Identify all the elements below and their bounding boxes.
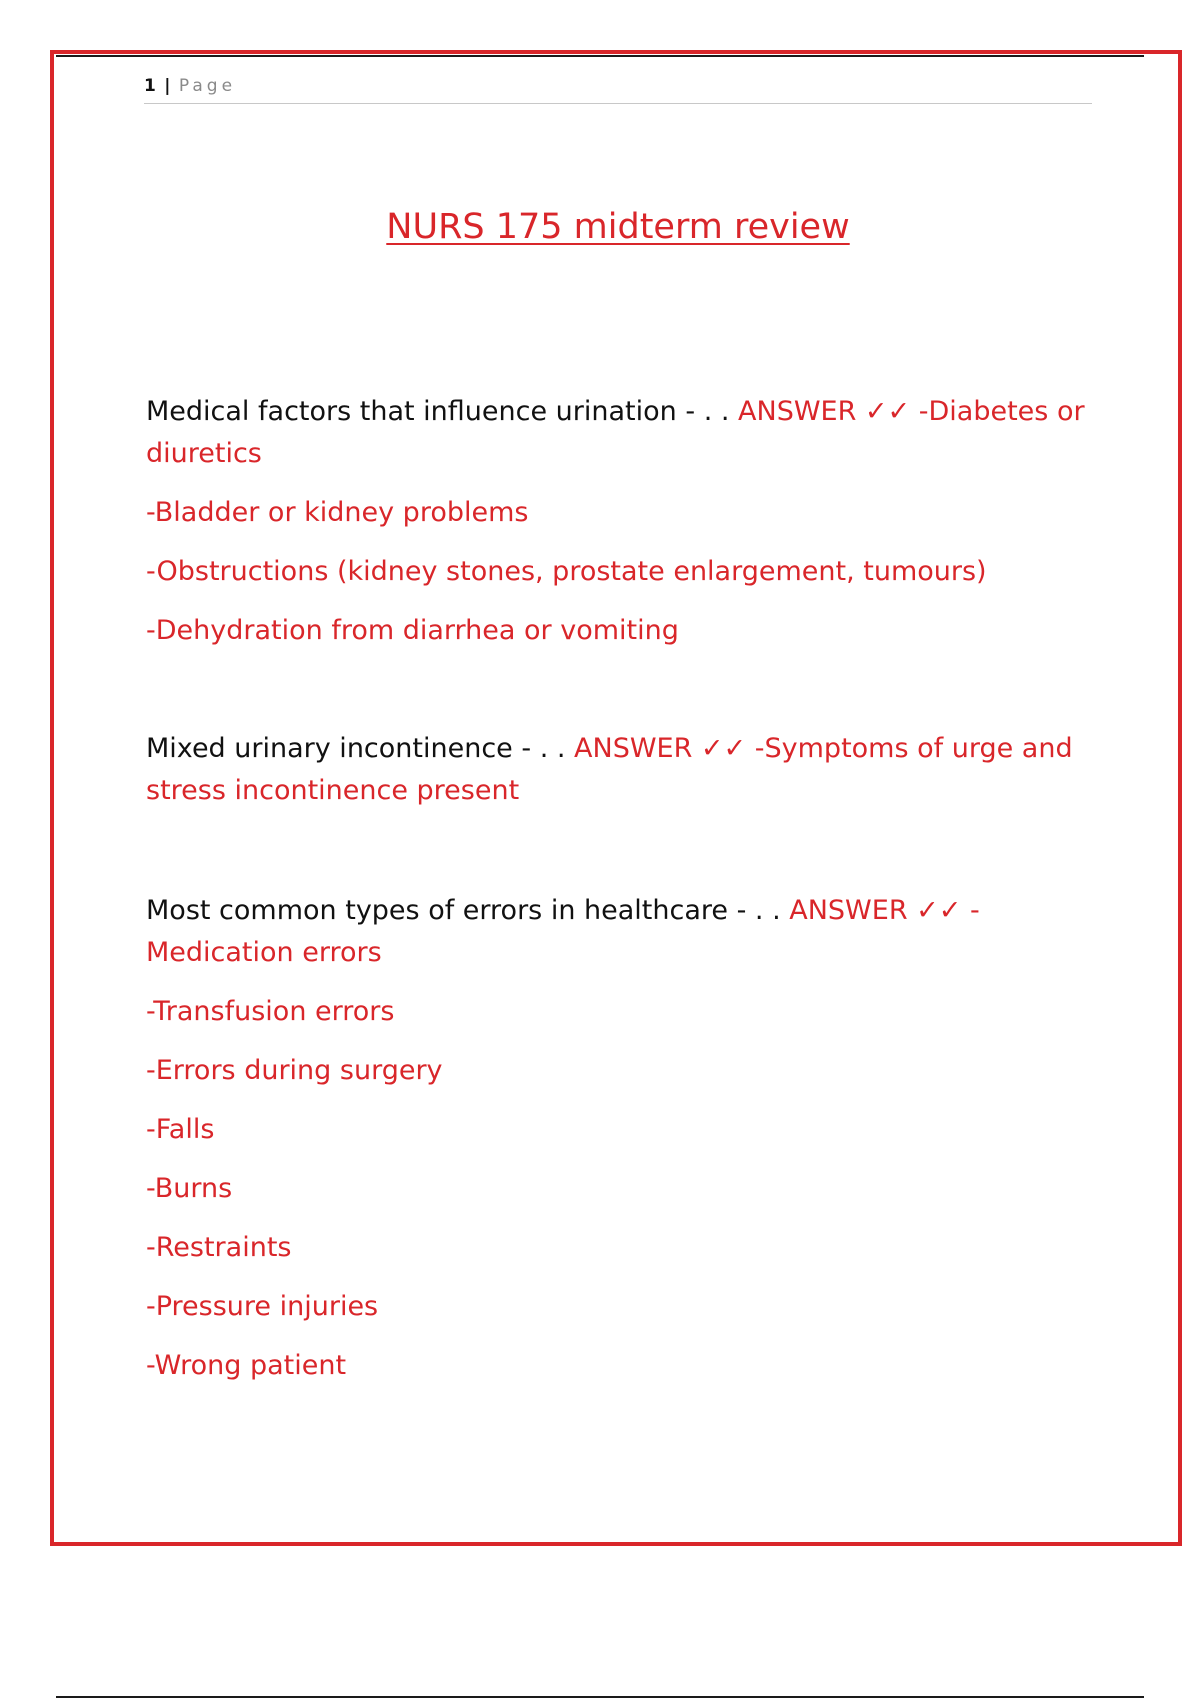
answer-item: -Restraints bbox=[146, 1232, 292, 1263]
answer-item: -Obstructions (kidney stones, prostate enlargement, tumours) bbox=[146, 556, 987, 587]
qa-header bbox=[146, 890, 1106, 974]
qa-item-healthcare-errors bbox=[146, 890, 1106, 1387]
qa-header bbox=[146, 391, 1106, 475]
bottom-rule bbox=[56, 1696, 1144, 1698]
question-text: Medical factors that influence urination bbox=[146, 396, 677, 427]
answer-item: -Transfusion errors bbox=[146, 996, 395, 1027]
answer-item: -Dehydration from diarrhea or vomiting bbox=[146, 615, 679, 646]
document-title: NURS 175 midterm review bbox=[386, 207, 850, 247]
answer-text: -Diabetes or diuretics bbox=[146, 396, 1085, 469]
answer-label: ANSWER ✓✓ bbox=[574, 733, 747, 764]
page-label: Page bbox=[178, 76, 237, 96]
answer-label: ANSWER ✓✓ bbox=[789, 895, 962, 926]
answer-label: ANSWER ✓✓ bbox=[738, 396, 911, 427]
answer-item: -Burns bbox=[146, 1173, 233, 1204]
answer-text: -Medication errors bbox=[146, 895, 980, 968]
question-text: Mixed urinary incontinence bbox=[146, 733, 513, 764]
answer-text: -Symptoms of urge and stress incontinence present bbox=[146, 733, 1073, 806]
question-separator: - . . bbox=[512, 733, 575, 764]
page-separator: | bbox=[164, 76, 171, 96]
page-header bbox=[144, 75, 1092, 104]
qa-header bbox=[146, 728, 1106, 812]
answer-item: -Bladder or kidney problems bbox=[146, 497, 529, 528]
answer-item: -Errors during surgery bbox=[146, 1055, 443, 1086]
qa-item-mixed-incontinence bbox=[146, 728, 1106, 812]
question-separator: - . . bbox=[728, 895, 790, 926]
question-text: Most common types of errors in healthcare bbox=[146, 895, 728, 926]
question-separator: - . . bbox=[676, 396, 739, 427]
answer-item: -Pressure injuries bbox=[146, 1291, 379, 1322]
answer-item: -Falls bbox=[146, 1114, 215, 1145]
answer-item: -Wrong patient bbox=[146, 1350, 347, 1381]
qa-item-urination-factors bbox=[146, 391, 1106, 652]
page-number: 1 bbox=[144, 76, 156, 96]
